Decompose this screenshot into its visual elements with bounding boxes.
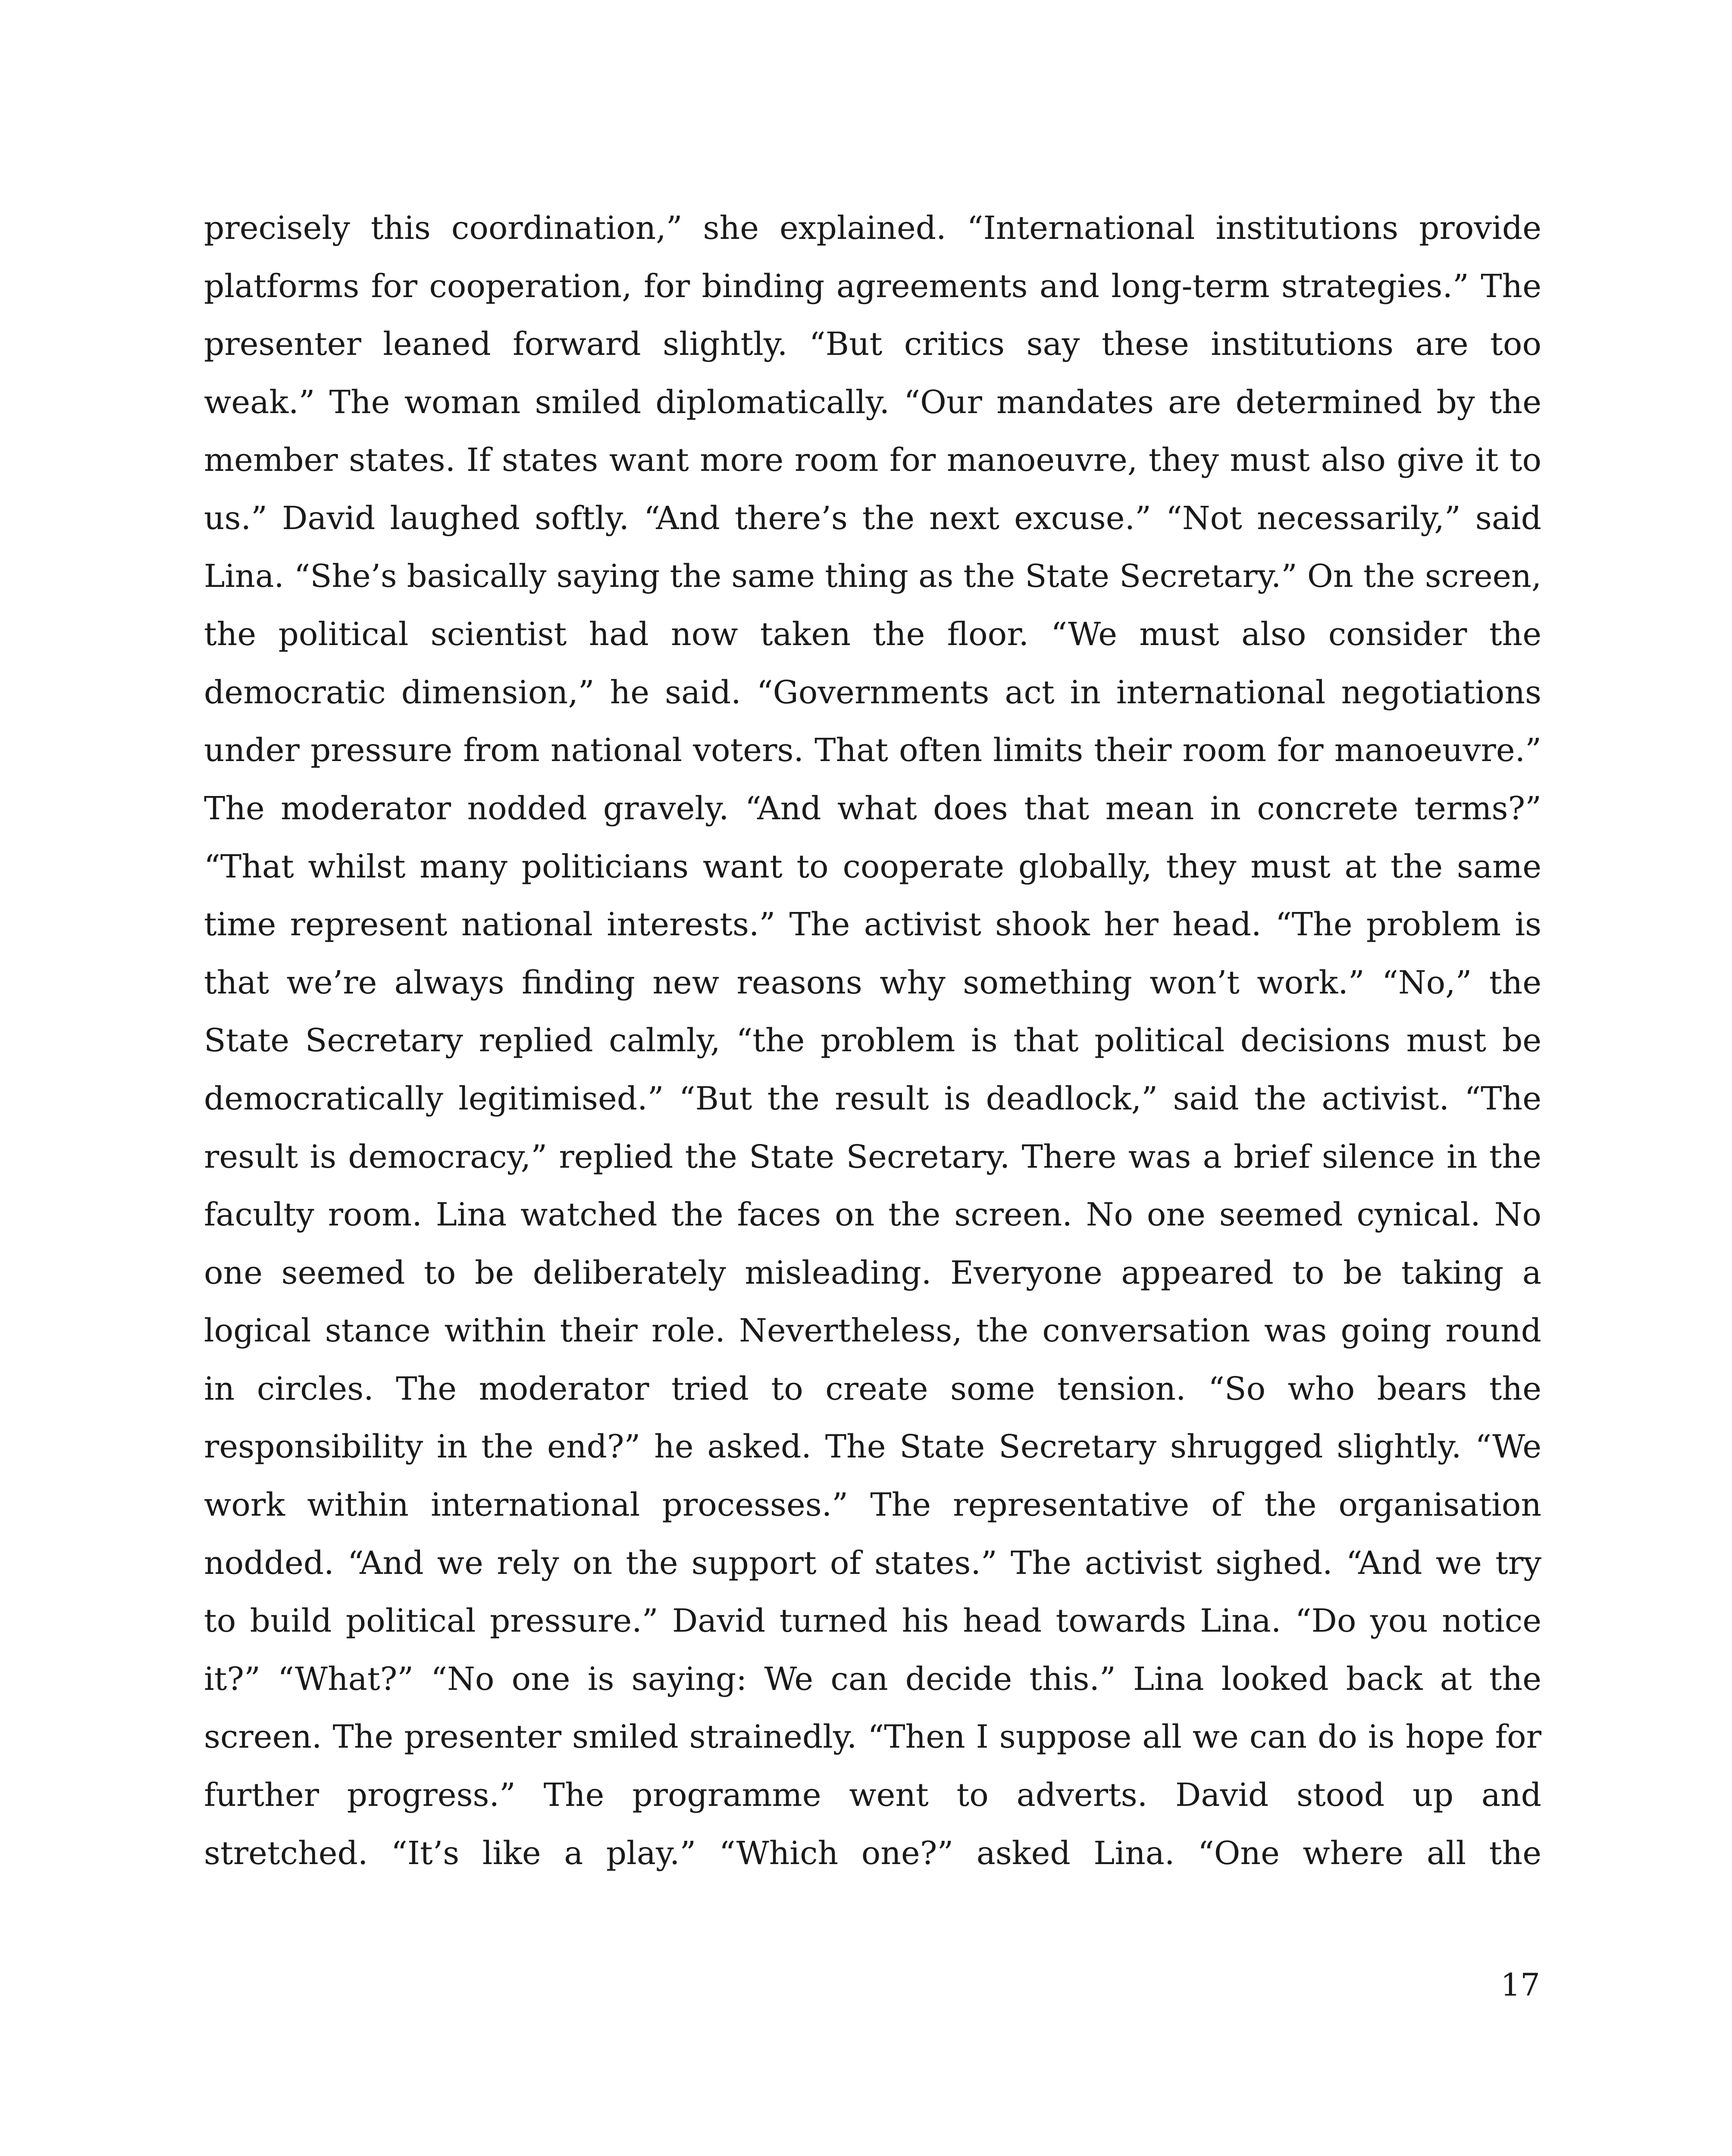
text-line: logical stance within their role. Nevertheless, the conversation was going round	[204, 1312, 1541, 1350]
text-line: us.” David laughed softly. “And there’s the next excuse.” “Not necessarily,” said	[204, 499, 1541, 537]
text-line: result is democracy,” replied the State Secretary. There was a brief silence in the	[204, 1138, 1541, 1175]
text-line: screen. The presenter smiled strainedly. “Then I suppose all we can do is hope for	[204, 1718, 1541, 1756]
text-line: stretched. “It’s like a play.” “Which one?” asked Lina. “One where all the	[204, 1834, 1541, 1872]
text-line: the political scientist had now taken the floor. “We must also consider the	[204, 616, 1541, 653]
body-text	[204, 199, 1541, 1882]
text-line: in circles. The moderator tried to create some tension. “So who bears the	[204, 1370, 1541, 1407]
text-line: work within international processes.” The representative of the organisation	[204, 1486, 1541, 1524]
text-line: The moderator nodded gravely. “And what does that mean in concrete terms?”	[204, 790, 1541, 827]
text-line: platforms for cooperation, for binding agreements and long-term strategies.” The	[204, 267, 1541, 305]
text-line: State Secretary replied calmly, “the problem is that political decisions must be	[204, 1022, 1541, 1059]
text-line: democratic dimension,” he said. “Governments act in international negotiations	[204, 674, 1541, 711]
text-line: weak.” The woman smiled diplomatically. “Our mandates are determined by the	[204, 383, 1541, 421]
text-line: Lina. “She’s basically saying the same thing as the State Secretary.” On the screen,	[204, 558, 1542, 595]
text-line: it?” “What?” “No one is saying: We can decide this.” Lina looked back at the	[204, 1660, 1541, 1698]
text-line: to build political pressure.” David turned his head towards Lina. “Do you notice	[204, 1602, 1541, 1640]
text-line: that we’re always finding new reasons why something won’t work.” “No,” the	[204, 964, 1541, 1001]
text-line: further progress.” The programme went to adverts. David stood up and	[204, 1777, 1541, 1814]
text-line: faculty room. Lina watched the faces on the screen. No one seemed cynical. No	[204, 1196, 1541, 1234]
text-line: responsibility in the end?” he asked. The State Secretary shrugged slightly. “We	[204, 1428, 1541, 1466]
text-line: one seemed to be deliberately misleading. Everyone appeared to be taking a	[204, 1254, 1541, 1291]
text-line: nodded. “And we rely on the support of states.” The activist sighed. “And we try	[204, 1544, 1541, 1582]
text-line: time represent national interests.” The activist shook her head. “The problem is	[204, 906, 1541, 943]
text-line: member states. If states want more room for manoeuvre, they must also give it to	[204, 442, 1541, 479]
text-line: presenter leaned forward slightly. “But critics say these institutions are too	[204, 326, 1541, 363]
text-line: “That whilst many politicians want to cooperate globally, they must at the same	[204, 848, 1541, 885]
text-line: democratically legitimised.” “But the result is deadlock,” said the activist. “The	[204, 1080, 1541, 1117]
text-line: under pressure from national voters. That often limits their room for manoeuvre.”	[204, 732, 1541, 769]
page-number: 17	[1500, 1967, 1540, 2003]
text-line: precisely this coordination,” she explained. “International institutions provide	[204, 210, 1541, 247]
